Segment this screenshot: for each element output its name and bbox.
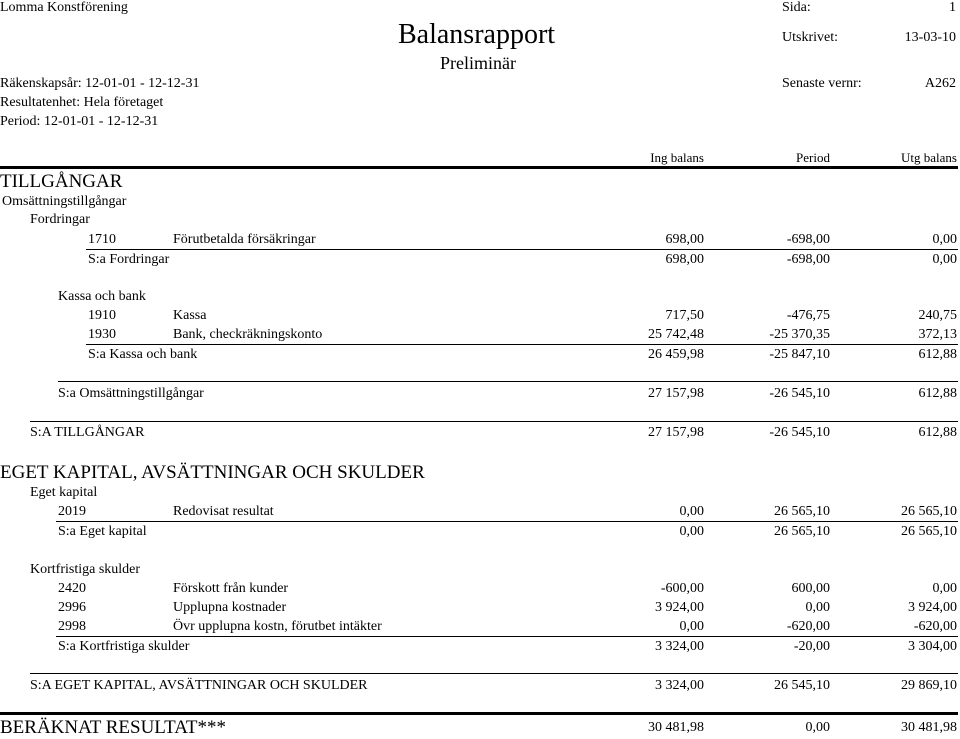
period-amount: -26 545,10 [769,425,830,440]
account-number: 2996 [58,600,86,615]
period-amount: 26 545,10 [774,678,830,693]
sum-label: S:a Omsättningstillgångar [58,386,204,401]
closing-balance: 26 565,10 [901,504,957,519]
subgroup-heading: Eget kapital [30,485,98,500]
opening-balance: 0,00 [679,524,704,539]
calculated-result-label: BERÄKNAT RESULTAT*** [0,717,226,738]
period-amount: -26 545,10 [769,386,830,401]
sum-divider [56,521,958,522]
closing-balance: 26 565,10 [901,524,957,539]
group-heading: Omsättningstillgångar [2,194,127,209]
subgroup-heading: Fordringar [30,212,90,227]
last-voucher-value: A262 [924,76,956,91]
account-number: 2019 [58,504,86,519]
printed-date: 13-03-10 [904,30,956,45]
sum-divider [58,381,958,382]
account-name: Bank, checkräkningskonto [173,327,323,342]
column-header-period: Period [796,150,830,165]
opening-balance: 30 481,98 [648,720,704,735]
total-label: S:A TILLGÅNGAR [30,425,145,440]
closing-balance: 612,88 [918,347,957,362]
opening-balance: -600,00 [660,581,704,596]
opening-balance: 0,00 [679,504,704,519]
closing-balance: 372,13 [918,327,957,342]
opening-balance: 698,00 [665,232,704,247]
page-label: Sida: [782,0,811,15]
period-amount: -620,00 [786,619,830,634]
closing-balance: 0,00 [932,252,957,267]
opening-balance: 25 742,48 [648,327,704,342]
period-amount: -698,00 [786,232,830,247]
company-name: Lomma Konstförening [0,0,128,15]
printed-label: Utskrivet: [782,30,838,45]
opening-balance: 0,00 [679,619,704,634]
result-unit: Resultatenhet: Hela företaget [0,95,164,110]
total-label: S:A EGET KAPITAL, AVSÄTTNINGAR OCH SKULDER [30,678,368,693]
opening-balance: 26 459,98 [648,347,704,362]
report-title: Balansrapport [398,19,556,50]
period-amount: 0,00 [805,600,830,615]
closing-balance: -620,00 [913,619,957,634]
account-number: 2420 [58,581,86,596]
sum-divider [86,249,958,250]
period-amount: -25 847,10 [769,347,830,362]
opening-balance: 27 157,98 [648,386,704,401]
opening-balance: 698,00 [665,252,704,267]
period-amount: 26 565,10 [774,524,830,539]
subgroup-heading: Kassa och bank [58,289,146,304]
closing-balance: 612,88 [918,425,957,440]
result-divider [0,712,958,715]
period-amount: 600,00 [791,581,830,596]
report-period: Period: 12-01-01 - 12-12-31 [0,114,159,129]
sum-label: S:a Kassa och bank [88,347,198,362]
period-amount: -698,00 [786,252,830,267]
closing-balance: 612,88 [918,386,957,401]
account-name: Förskott från kunder [173,581,289,596]
closing-balance: 3 924,00 [908,600,957,615]
closing-balance: 0,00 [932,581,957,596]
period-amount: -20,00 [793,639,830,654]
period-amount: -476,75 [786,308,830,323]
sum-divider [86,344,958,345]
opening-balance: 717,50 [665,308,704,323]
closing-balance: 240,75 [918,308,957,323]
last-voucher-label: Senaste vernr: [782,76,862,91]
page-number: 1 [949,0,956,15]
subgroup-heading: Kortfristiga skulder [30,562,141,577]
fiscal-year: Räkenskapsår: 12-01-01 - 12-12-31 [0,76,200,91]
account-number: 1930 [88,327,116,342]
closing-balance: 30 481,98 [901,720,957,735]
account-number: 1910 [88,308,116,323]
account-name: Upplupna kostnader [173,600,287,615]
column-header-opening: Ing balans [650,150,704,165]
account-name: Redovisat resultat [173,504,274,519]
period-amount: 0,00 [805,720,830,735]
closing-balance: 3 304,00 [908,639,957,654]
header-divider [0,166,958,169]
section-heading-assets: TILLGÅNGAR [0,171,123,192]
opening-balance: 3 324,00 [655,678,704,693]
closing-balance: 29 869,10 [901,678,957,693]
account-name: Kassa [173,308,207,323]
sum-label: S:a Eget kapital [58,524,147,539]
sum-divider [56,636,958,637]
period-amount: -25 370,35 [769,327,830,342]
sum-label: S:a Kortfristiga skulder [58,639,190,654]
closing-balance: 0,00 [932,232,957,247]
section-heading-equity-liabilities: EGET KAPITAL, AVSÄTTNINGAR OCH SKULDER [0,462,425,483]
report-subtitle: Preliminär [440,53,516,73]
account-number: 2998 [58,619,86,634]
sum-label: S:a Fordringar [88,252,170,267]
total-divider [30,421,958,422]
account-name: Förutbetalda försäkringar [173,232,316,247]
account-number: 1710 [88,232,116,247]
total-divider [30,673,958,674]
opening-balance: 27 157,98 [648,425,704,440]
opening-balance: 3 324,00 [655,639,704,654]
account-name: Övr upplupna kostn, förutbet intäkter [173,619,382,634]
period-amount: 26 565,10 [774,504,830,519]
opening-balance: 3 924,00 [655,600,704,615]
column-header-closing: Utg balans [901,150,957,165]
